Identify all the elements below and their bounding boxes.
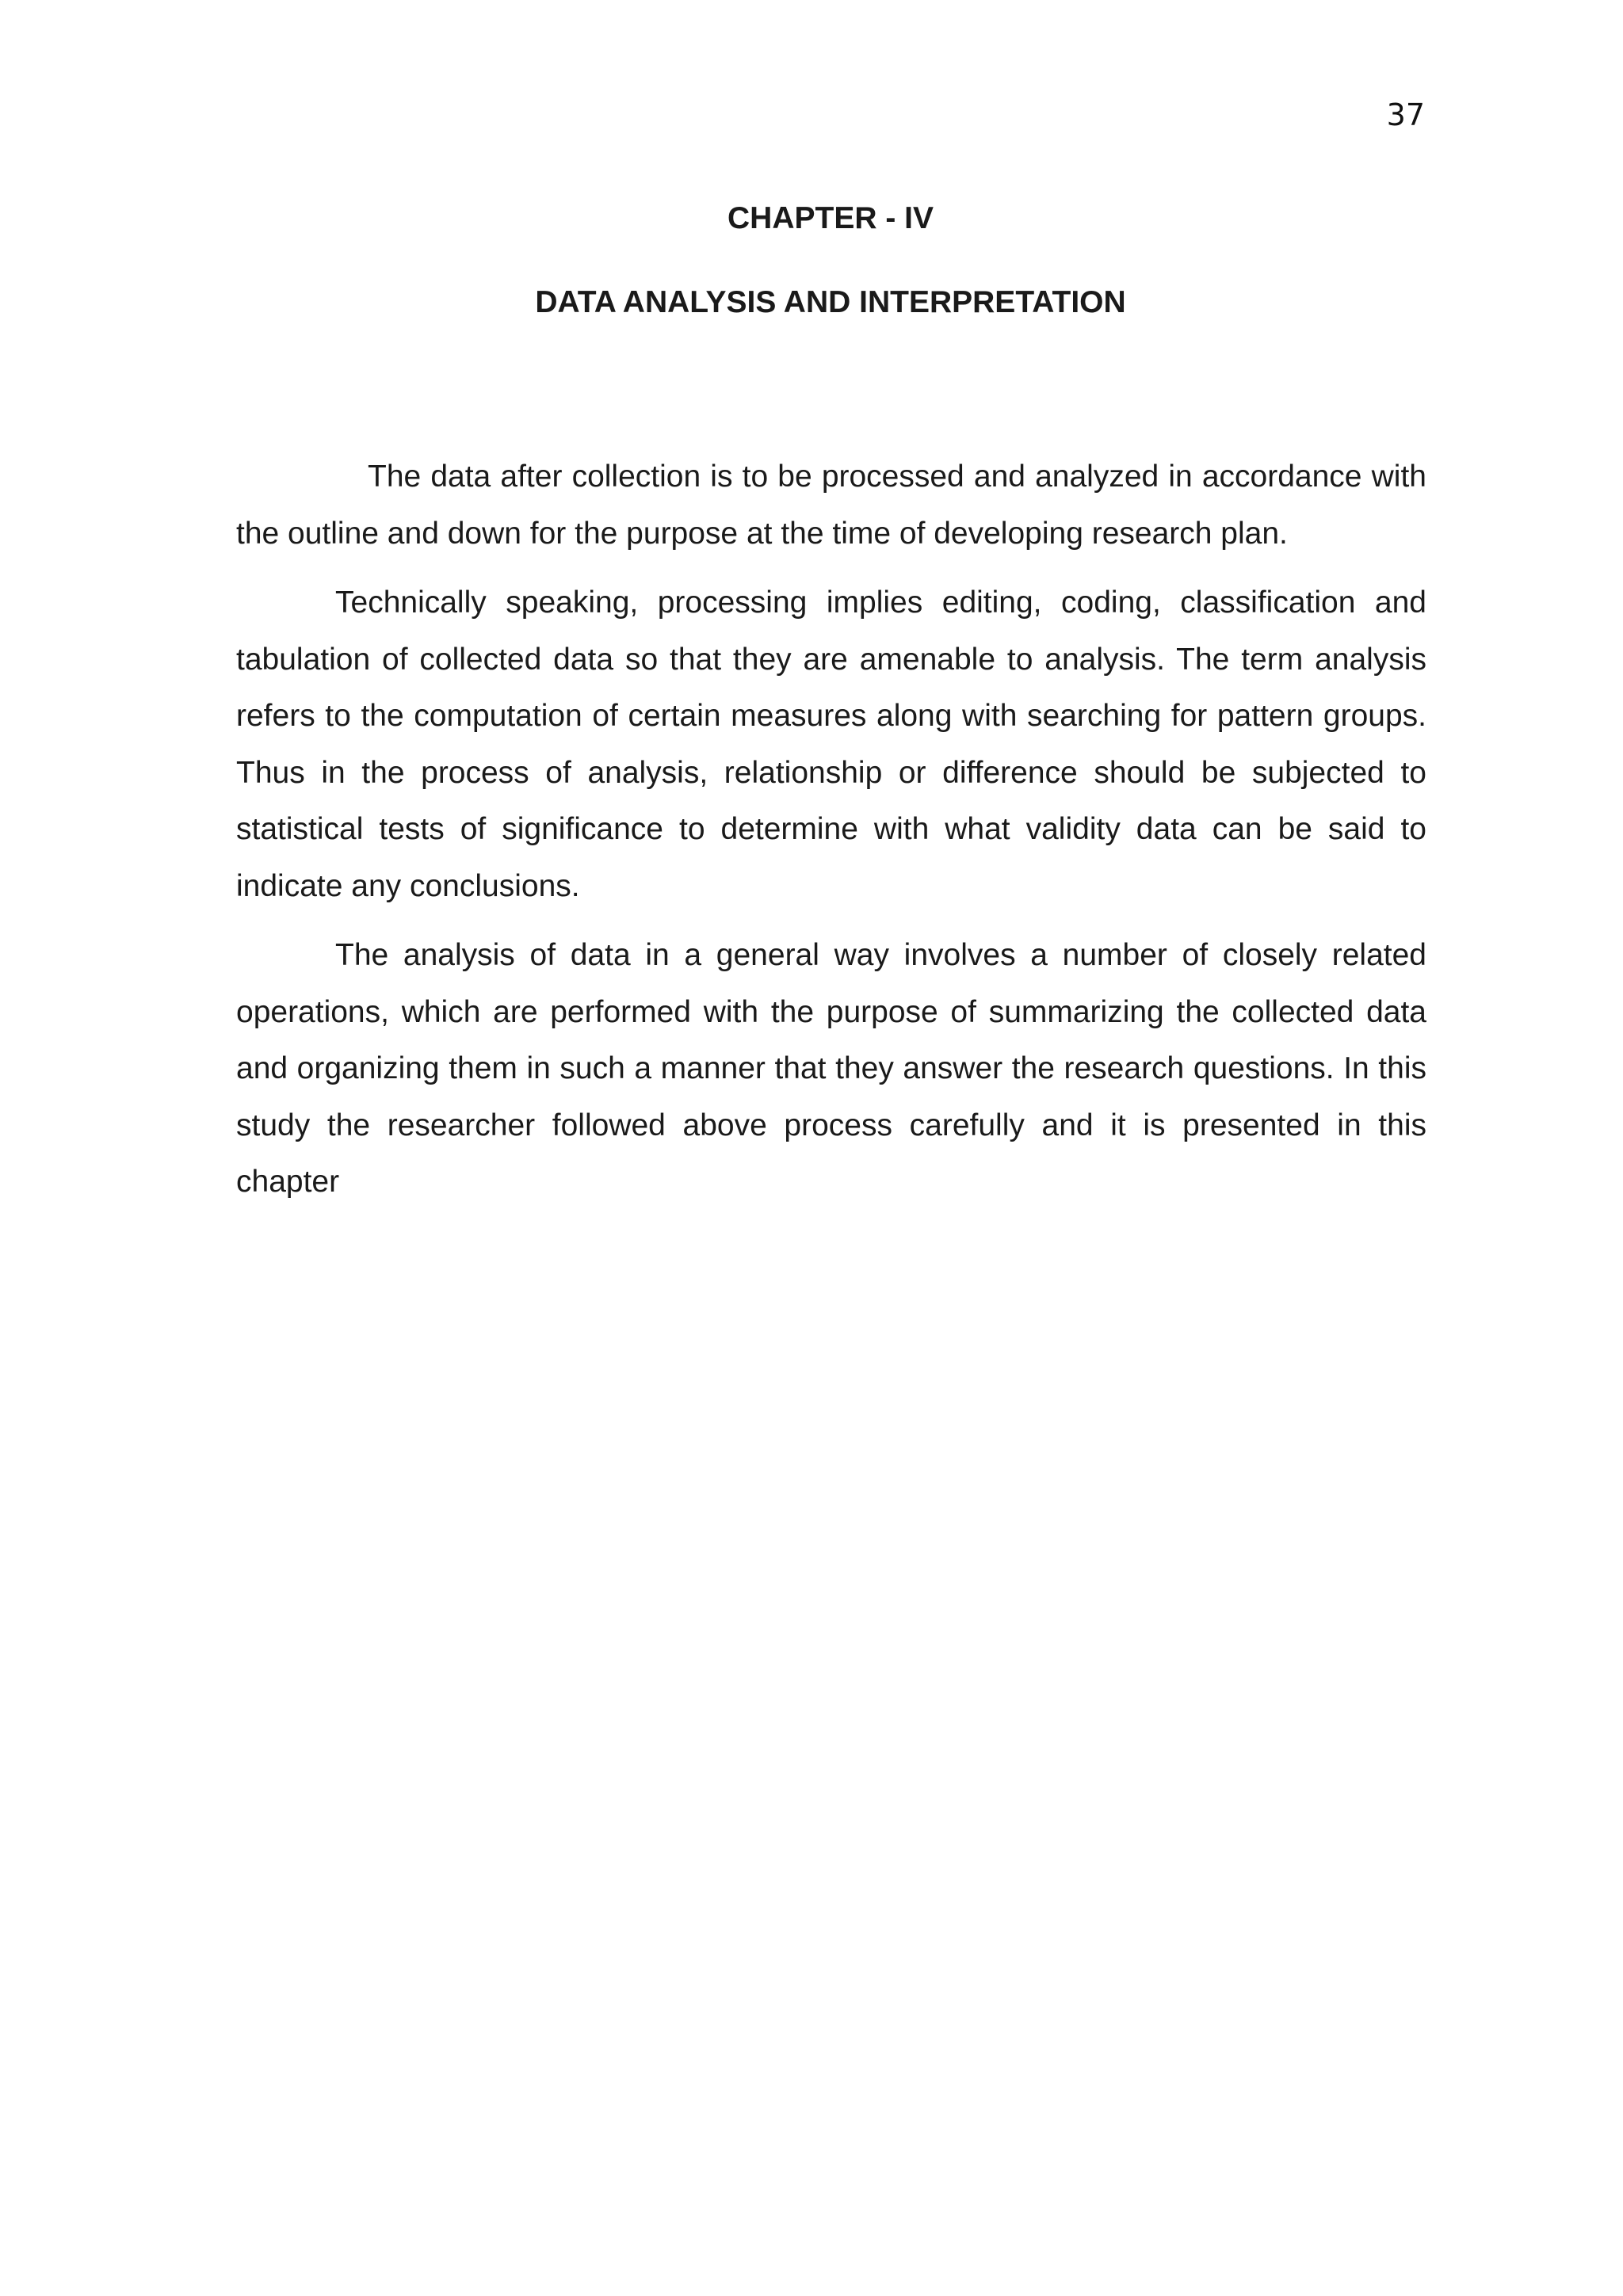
- chapter-subtitle: DATA ANALYSIS AND INTERPRETATION: [535, 285, 1126, 319]
- chapter-title: CHAPTER - IV: [727, 201, 934, 235]
- paragraph-analysis: The analysis of data in a general way involves a number of closely related operations, which are performed with the purpose of summarizing the collected data and organizing them in such a manner that they answer the research questions. In this study the researcher followed above process carefully and it is presented in this chapter: [236, 938, 1426, 1199]
- page-number: 37: [1386, 97, 1425, 132]
- paragraph-intro: The data after collection is to be processed and analyzed in accordance with the outline and down for the purpose at the time of developing research plan.: [236, 460, 1426, 551]
- body-text: [236, 448, 1426, 1223]
- paragraph-processing: Technically speaking, processing implies editing, coding, classification and tabulation of collected data so that they are amenable to analysis. The term analysis refers to the computation of certain measures along with searching for pattern groups. Thus in the process of analysis, relationship or difference should be subjected to statistical tests of significance to determine with what validity data can be said to indicate any conclusions.: [236, 585, 1426, 903]
